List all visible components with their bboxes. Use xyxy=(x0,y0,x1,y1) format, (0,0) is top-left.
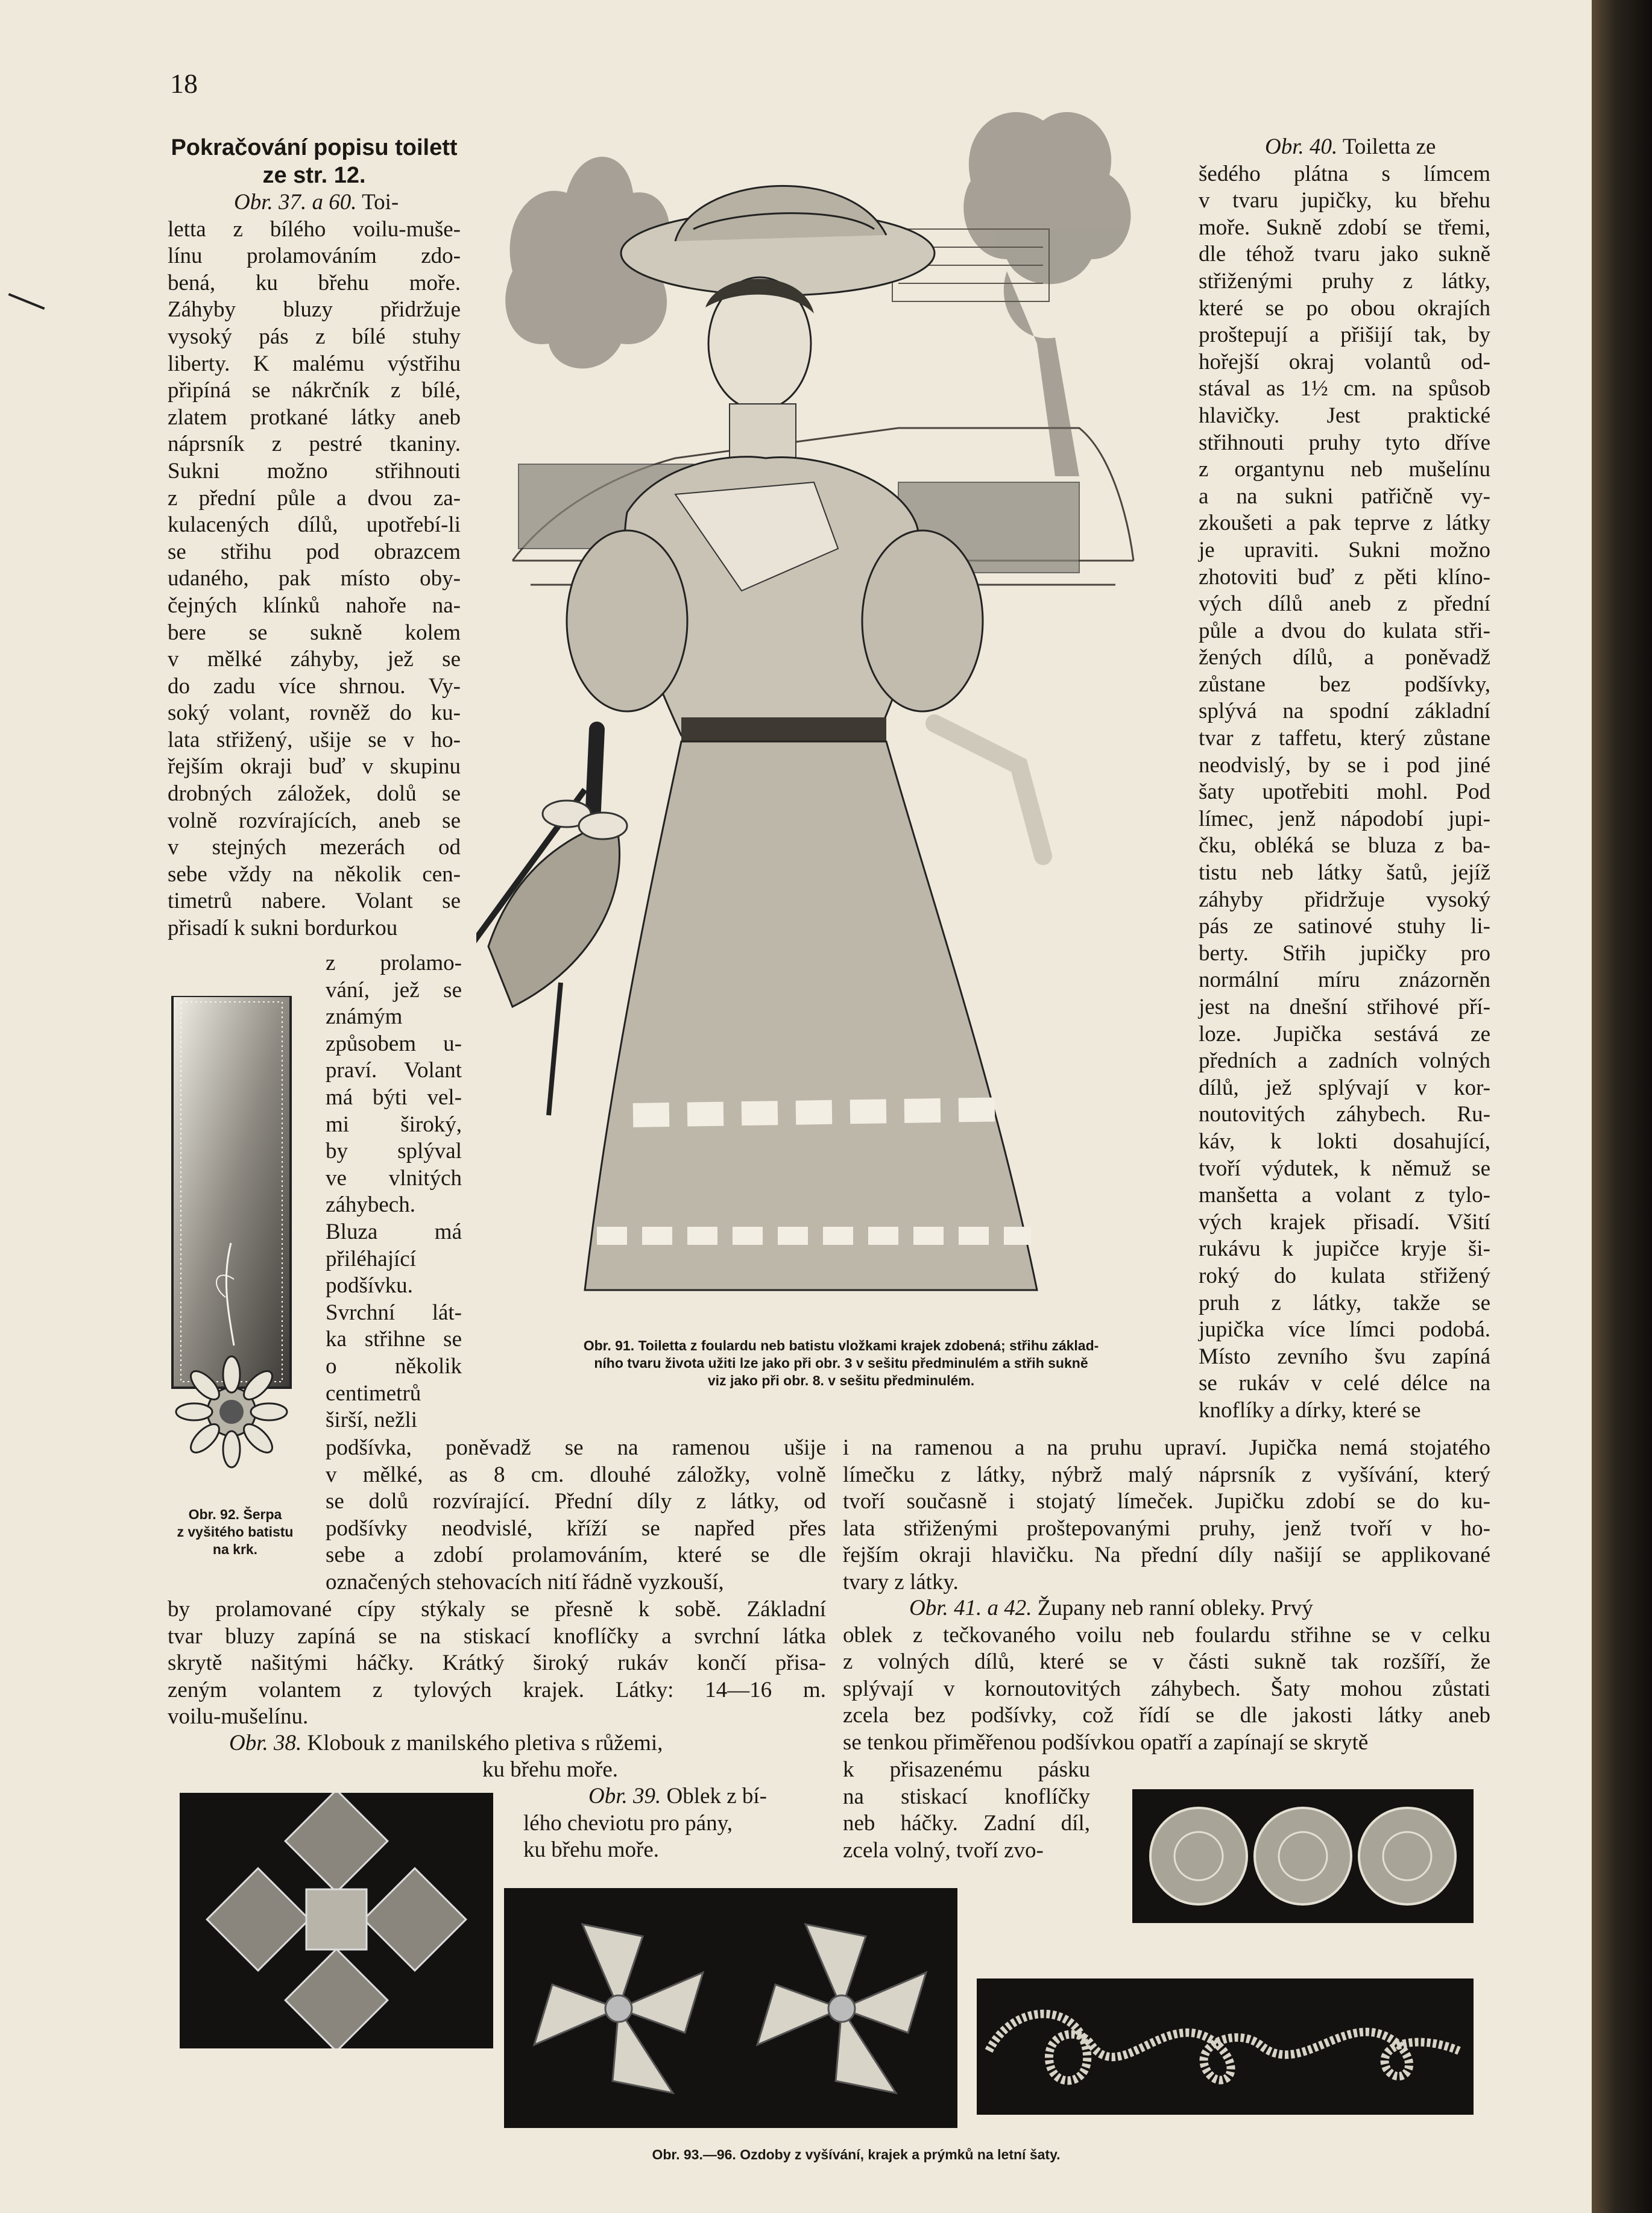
text-line: k přisazenému pásku xyxy=(843,1757,1090,1782)
text-line: zlatem protkané látky aneb xyxy=(168,405,461,430)
text-line: předních a zadních volných xyxy=(1199,1048,1490,1074)
text-line: vysoký pás z bílé stuhy xyxy=(168,324,461,349)
text-line: oblek z tečkovaného voilu neb foulardu střihne se v celku xyxy=(843,1622,1490,1648)
right-bottom-text-2 xyxy=(843,1595,1490,1757)
text-line: dle téhož tvaru jako sukně xyxy=(1199,242,1490,267)
bottom-left-wide-text xyxy=(168,1596,826,1731)
text-line: z organtynu neb mušelínu xyxy=(1199,457,1490,482)
text-line: praví. Volant xyxy=(326,1058,462,1083)
text-line: vání, jež se xyxy=(326,977,462,1003)
text-line: volně rozvírajících, aneb se xyxy=(168,808,461,833)
text-line: označených stehovacích nití řádně vyzkouší, xyxy=(326,1569,724,1594)
text-line: límečku z látky, nýbrž malý náprsník z vyšívání, který xyxy=(843,1462,1490,1487)
text-line: zcela volný, tvoří zvo- xyxy=(843,1837,1044,1863)
page-edge xyxy=(1592,0,1652,2213)
text-line: neodvislý, by se i pod jiné xyxy=(1199,752,1490,778)
text-line: půle a dvou do kulata stři- xyxy=(1199,618,1490,643)
text-line: způsobem u- xyxy=(326,1031,462,1056)
text-line: drobných záložek, dolů se xyxy=(168,781,461,807)
text-line: rukávu k jupičce kryje ši- xyxy=(1199,1236,1490,1262)
text-line: střihnouti pruhy tyto dříve xyxy=(1199,430,1490,455)
text-line: neb háčky. Zadní díl, xyxy=(843,1811,1090,1836)
text-line: sebe vždy na několik cen- xyxy=(168,861,461,887)
text-line: v mělké, as 8 cm. dlouhé záložky, volně xyxy=(326,1462,826,1487)
text-line: tvar z taffetu, který zůstane xyxy=(1199,726,1490,751)
text-line: tvary z látky. xyxy=(843,1569,959,1594)
text-line: náprsník z pestré tkaniny. xyxy=(168,432,461,457)
text-line: by prolamované cípy stýkaly se přesně k sobě. Základní xyxy=(168,1597,826,1622)
text-line: voilu-mušelínu. xyxy=(168,1704,309,1730)
text-line: má býti vel- xyxy=(326,1084,462,1110)
text-line: podšívka, poněvadž se na ramenou ušije xyxy=(326,1435,826,1460)
text-line: podšívky neodvislé, kříží se napřed přes xyxy=(326,1516,826,1541)
text-line: ve vlnitých xyxy=(326,1165,462,1191)
text-line: sebe a zdobí prolamováním, které se dle xyxy=(326,1543,826,1568)
text-line: zeným volantem z tylových krajek. Látky: 14—16 m. xyxy=(168,1677,826,1702)
braid-scroll-illustration xyxy=(977,1978,1474,2115)
obr38-line2: ku břehu moře. xyxy=(482,1757,619,1782)
right-bottom-narrow-text xyxy=(843,1757,1090,1864)
text-line: berty. Střih jupičky pro xyxy=(1199,940,1490,966)
text-line: v tvaru jupičky, ku břehu xyxy=(1199,188,1490,213)
text-line: Obr. 41. a 42. Župany neb ranní obleky. Prvý xyxy=(909,1596,1313,1620)
text-line: splývají v kornoutovitých záhybech. Šaty mohou zůstati xyxy=(843,1676,1490,1701)
text-line: tvoří současně i stojatý límeček. Jupičku zdobí se do ku- xyxy=(843,1489,1490,1514)
text-line: proštepují a přišijí tak, by xyxy=(1199,323,1490,348)
text-line: tvoří výdutek, k němuž se xyxy=(1199,1156,1490,1181)
text-line: záhybech. xyxy=(326,1192,415,1218)
text-line: do zadu více shrnou. Vy- xyxy=(168,673,461,699)
text-line: splývá na spodní základní xyxy=(1199,699,1490,724)
text-line: se rukáv v celé délce na xyxy=(1199,1371,1490,1396)
text-line: Svrchní lát- xyxy=(326,1300,462,1325)
page-number: 18 xyxy=(170,68,198,99)
section-heading: Pokračování popisu toilett ze str. 12. xyxy=(171,135,458,188)
obr39-paragraph: Obr. 39. Oblek z bí- lého cheviotu pro pány, ku břehu moře. xyxy=(523,1784,767,1863)
text-line: ka střihne se xyxy=(326,1327,462,1352)
text-line: které se po obou okrajích xyxy=(1199,295,1490,321)
narrow-column-text xyxy=(326,950,462,1434)
text-line: řejším okraji hlavičku. Na přední díly našijí se applikované xyxy=(843,1543,1490,1568)
text-line: káv, k lokti dosahující, xyxy=(1199,1129,1490,1154)
text-line: z přední půle a dvou za- xyxy=(168,485,461,511)
text-line: podšívku. xyxy=(326,1273,413,1299)
text-line: pás ze satinové stuhy li- xyxy=(1199,914,1490,939)
text-line: zůstane bez podšívky, xyxy=(1199,672,1490,697)
text-line: límec, jenž nápodobí jupi- xyxy=(1199,806,1490,831)
text-line: v mělké záhyby, jež se xyxy=(168,647,461,672)
text-line: bená, ku břehu moře. xyxy=(168,270,461,295)
text-line: záhyby přidržuje vysoký xyxy=(1199,887,1490,912)
caption-92: Obr. 92. Šerpa z vyšitého batistu na krk. xyxy=(177,1506,294,1557)
text-line: línu prolamováním zdo- xyxy=(168,244,461,269)
text-line: na stiskací knoflíčky xyxy=(843,1784,1090,1809)
text-line: bere se sukně kolem xyxy=(168,620,461,645)
text-line: známým xyxy=(326,1004,403,1030)
text-line: širší, nežli xyxy=(326,1408,418,1433)
text-line: v stejných mezerách od xyxy=(168,835,461,860)
text-line: lata střižený, ušije se v ho- xyxy=(168,727,461,752)
text-line: z volných dílů, které se v části sukně tak rozšíří, že xyxy=(843,1649,1490,1675)
text-line: Sukni možno střihnouti xyxy=(168,458,461,483)
text-line: jupička více límci podobá. xyxy=(1199,1317,1490,1343)
text-line: knoflíky a dírky, které se xyxy=(1199,1397,1421,1423)
text-line: se tenkou přiměřenou podšívkou opatří a zapínají se skrytě xyxy=(843,1730,1369,1755)
embroidery-cross-illustration xyxy=(180,1793,493,2048)
text-line: vých dílů aneb z přední xyxy=(1199,591,1490,617)
text-line: Místo zevního švu zapíná xyxy=(1199,1344,1490,1369)
text-line: Obr. 37. a 60. Toi- xyxy=(234,190,399,215)
margin-mark xyxy=(8,293,45,310)
text-line: šedého plátna s límcem xyxy=(1199,161,1490,186)
text-line: jest na dnešní střihové pří- xyxy=(1199,995,1490,1019)
text-line: moře. Sukně zdobí se třemi, xyxy=(1199,215,1490,240)
caption-93-96: Obr. 93.—96. Ozdoby z vyšívání, krajek a prýmků na letní šaty. xyxy=(652,2147,1061,2162)
text-line: je upraviti. Sukni možno xyxy=(1199,537,1490,562)
text-line: Záhyby bluzy přidržuje xyxy=(168,297,461,323)
text-line: řejším okraji buď v skupinu xyxy=(168,754,461,779)
text-line: mi široký, xyxy=(326,1112,462,1137)
text-line: žených dílů, a poněvadž xyxy=(1199,645,1490,670)
text-line: hořejší okraj volantů od- xyxy=(1199,349,1490,374)
text-line: dílů, jež splývají v kor- xyxy=(1199,1075,1490,1100)
text-line: hlavičky. Jest praktické xyxy=(1199,403,1490,428)
text-line: Bluza má xyxy=(326,1219,462,1244)
right-column-text xyxy=(1199,134,1490,1424)
text-line: by splýval xyxy=(326,1139,462,1164)
fashion-illustration xyxy=(476,90,1158,1314)
text-line: noutovitých záhybech. Ru- xyxy=(1199,1102,1490,1127)
text-line: skrytě našitými háčky. Krátký široký rukáv končí přisa- xyxy=(168,1651,826,1676)
text-line: čku, obléká se bluza z ba- xyxy=(1199,833,1490,858)
text-line: vých krajek přisadí. Všití xyxy=(1199,1209,1490,1235)
obr38-paragraph: Obr. 38. Klobouk z manilského pletiva s růžemi, xyxy=(229,1731,663,1755)
text-line: Obr. 40. Toiletta ze xyxy=(1265,134,1436,159)
text-line: čejných klínků nahoře na- xyxy=(168,593,461,618)
text-line: pruh z látky, takže se xyxy=(1199,1290,1490,1315)
text-line: přisadí k sukni bordurkou xyxy=(168,916,398,941)
text-line: zhotoviti buď z pěti klíno- xyxy=(1199,564,1490,590)
left-column xyxy=(168,134,461,942)
text-line: střiženými pruhy z látky, xyxy=(1199,268,1490,294)
text-line: roký do kulata střižený xyxy=(1199,1263,1490,1288)
flower-ornament-illustration xyxy=(504,1888,957,2128)
text-line: tistu neb látky šatů, jejíž xyxy=(1199,860,1490,886)
text-line: centimetrů xyxy=(326,1380,421,1406)
text-line: o několik xyxy=(326,1353,462,1379)
text-line: přiléhající xyxy=(326,1246,416,1271)
caption-91: Obr. 91. Toiletta z foulardu neb batistu vložkami krajek zdobená; střihu základ- ního tvaru života užiti lze jako při obr. 3 v sešitu předminulém a střih sukně viz jako při obr. 8. v sešitu předminulém. xyxy=(583,1338,1099,1388)
text-line: timetrů nabere. Volant se xyxy=(168,889,461,914)
bottom-left-text xyxy=(326,1435,826,1596)
text-line: loze. Jupička sestává ze xyxy=(1199,1021,1490,1047)
text-line: normální míru znázorněn xyxy=(1199,968,1490,993)
text-line: stával as 1½ cm. na spůsob xyxy=(1199,376,1490,401)
text-line: tvar bluzy zapíná se na stiskací knoflíčky a svrchní látka xyxy=(168,1623,826,1649)
lace-discs-illustration xyxy=(1132,1789,1474,1923)
text-line: z prolamo- xyxy=(326,951,462,975)
text-line: zcela bez podšívky, což řídí se dle jakosti látky aneb xyxy=(843,1703,1490,1728)
right-bottom-text xyxy=(843,1435,1490,1596)
text-line: i na ramenou a na pruhu upraví. Jupička nemá stojatého xyxy=(843,1435,1490,1460)
text-line: soký volant, rovněž do ku- xyxy=(168,700,461,726)
text-line: lata střiženými proštepovanými pruhy, jenž tvoří v ho- xyxy=(843,1516,1490,1541)
left-column-text xyxy=(168,189,461,942)
text-line: manšetta a volant z tylo- xyxy=(1199,1183,1490,1208)
text-line: se střihu pod obrazcem xyxy=(168,539,461,564)
text-line: připíná se nákrčník z bílé, xyxy=(168,378,461,403)
text-line: kulacených dílů, upotřebí-li xyxy=(168,512,461,538)
text-line: liberty. K malému výstřihu xyxy=(168,351,461,376)
text-line: zkoušeti a pak teprve z látky xyxy=(1199,511,1490,536)
text-line: se dolů rozvírající. Přední díly z látky, od xyxy=(326,1489,826,1514)
text-line: udaného, pak místo oby- xyxy=(168,566,461,591)
text-line: a na sukni patřičně vy- xyxy=(1199,483,1490,509)
text-line: letta z bílého voilu-muše- xyxy=(168,216,461,242)
sash-illustration xyxy=(168,996,295,1472)
text-line: šaty upotřebiti mohl. Pod xyxy=(1199,779,1490,805)
